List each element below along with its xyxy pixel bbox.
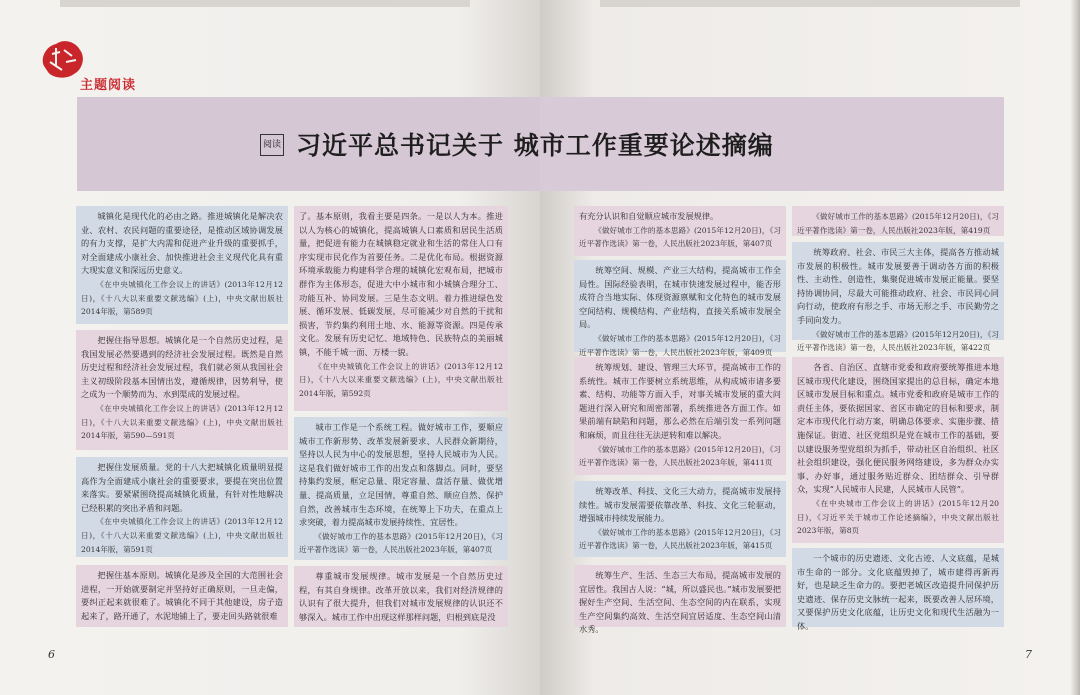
excerpt-citation: 《做好城市工作的基本思路》(2015年12月20日)，《习近平著作选读》第一卷，人民出版社2023年版，第419页 <box>797 212 999 235</box>
excerpt-citation: 《在中央城镇化工作会议上的讲话》(2013年12月12日)，《十八大以来重要文献选编》(上)，中央文献出版社2014年版，第592页 <box>299 361 503 398</box>
excerpt-citation: 《做好城市工作的基本思路》(2015年12月20日)，《习近平著作选读》第一卷，人民出版社2023年版，第422页 <box>797 329 999 353</box>
excerpt-text: 了。基本原则，我看主要是四条。一是以人为本。推进以人为核心的城镇化，提高城镇人口素质和居民生活质量，把促进有能力在城镇稳定就业和生活的常住人口有序实现市民化作为首要任务。二是优化布局。根据资源环境承载能力构建科学合理的城镇化宏观布局，把城市群作为主体形态，促进大中小城市和小城镇合理分工、功能互补、协同发展。三是生态文明。着力推进绿色发展、循环发展、低碳发展，尽可能减少对自然的干扰和损害，节约集约利用土地、水、能源等资源。四是传承文化。发展有历史记忆、地域特色、民族特点的美丽城镇，不能千城一面、万楼一貌。 <box>299 211 503 357</box>
excerpt-block <box>76 457 288 557</box>
excerpt-text: 统筹生产、生活、生态三大布局，提高城市发展的宜居性。我国古人说：“城，所以盛民也。”城市发展要把握好生产空间、生活空间、生态空间的内在联系，实现生产空间集约高效、生活空间宜居适度、生态空间山清水秀。 <box>579 570 781 635</box>
excerpt-block <box>792 206 1004 236</box>
excerpt-text: 统筹改革、科技、文化三大动力，提高城市发展持续性。城市发展需要依靠改革、科技、文化三轮驱动，增强城市持续发展能力。 <box>579 486 781 524</box>
red-seal-logo-icon <box>38 36 86 84</box>
excerpt-block <box>792 357 1004 543</box>
excerpt-text: 一个城市的历史遗迹、文化古迹、人文底蕴，是城市生命的一部分。文化底蕴毁掉了，城市建得再新再好，也是缺乏生命力的。要把老城区改造提升同保护历史遗迹、保存历史文脉统一起来，既要改善人居环境，又要保护历史文化底蕴，让历史文化和现代生活融为一体。 <box>797 553 999 631</box>
excerpt-text: 把握住发展质量。党的十八大把城镇化质量明显提高作为全面建成小康社会的重要要求，要提在突出位置来落实。要紧紧围绕提高城镇化质量，有针对性地解决已经积累的突出矛盾和问题。 <box>81 462 283 513</box>
top-bar <box>60 0 470 7</box>
excerpt-citation: 《做好城市工作的基本思路》(2015年12月20日)，《习近平著作选读》第一卷，人民出版社2023年版，第409页 <box>579 333 781 357</box>
excerpt-text: 尊重城市发展规律。城市发展是一个自然历史过程，有其自身规律。改革开放以来，我们对经济规律的认识有了很大提升，但我们对城市发展规律的认识还不够深入。城市工作中出现这样那样问题，归根到底是没 <box>299 571 503 622</box>
excerpt-block <box>574 260 786 357</box>
excerpt-block <box>294 206 508 411</box>
excerpt-block <box>792 548 1004 631</box>
excerpt-citation: 《在中央城镇化工作会议上的讲话》(2013年12月12日)，《十八大以来重要文献选编》(上)，中央文献出版社2014年版，第589页 <box>81 279 283 317</box>
excerpt-block <box>574 481 786 557</box>
excerpt-block <box>76 330 288 450</box>
excerpt-text: 统筹政府、社会、市民三大主体，提高各方推动城市发展的积极性。城市发展要善于调动各方面的积极性、主动性、创造性，集聚促进城市发展正能量。要坚持协调协同，尽最大可能推动政府、社会、市民同心同向行动，使政府有形之手、市场无形之手、市民勤劳之手同向发力。 <box>797 247 999 325</box>
excerpt-citation: 《在中央城镇化工作会议上的讲话》(2013年12月12日)，《十八大以来重要文献选编》(上)，中央文献出版社2014年版，第591页 <box>81 517 283 554</box>
top-bar-right <box>600 0 1020 7</box>
page-number-left: 6 <box>48 648 55 661</box>
section-label: 主题阅读 <box>80 78 137 93</box>
excerpt-citation: 《做好城市工作的基本思路》(2015年12月20日)，《习近平著作选读》第一卷，人民出版社2023年版，第415页 <box>579 527 781 551</box>
excerpt-block <box>76 206 288 324</box>
excerpt-block <box>294 566 508 627</box>
title-badge: 阅读 <box>260 134 284 156</box>
excerpt-citation: 《在中央城市工作会议上的讲话》(2015年12月20日)，《习近平关于城市工作论述摘编》，中央文献出版社2023年版，第8页 <box>797 498 999 536</box>
page-number-right: 7 <box>1025 648 1032 661</box>
excerpt-citation: 《做好城市工作的基本思路》(2015年12月20日)，《习近平著作选读》第一卷，人民出版社2023年版，第407页 <box>579 225 781 249</box>
excerpt-text: 把握住指导思想。城镇化是一个自然历史过程，是我国发展必然要遇到的经济社会发展过程。既然是自然历史过程和经济社会发展过程，我们就必须从我国社会主义初级阶段基本国情出发，遵循规律，因势利导，使之成为一个顺势而为、水到渠成的发展过程。 <box>81 335 283 400</box>
excerpt-text: 城镇化是现代化的必由之路。推进城镇化是解决农业、农村、农民问题的重要途径，是推动区域协调发展的有力支撑，是扩大内需和促进产业升级的重要抓手，对全面建成小康社会、加快推进社会主义现代化具有重大现实意义和深远历史意义。 <box>81 211 283 276</box>
excerpt-block <box>574 357 786 475</box>
excerpt-text: 统筹空间、规模、产业三大结构，提高城市工作全局性。国际经验表明，在城市快速发展过程中，能否形成符合当地实际、体现资源禀赋和文化特色的城市发展空间结构、规模结构、产业结构，直接关系城市发展全局。 <box>579 265 781 330</box>
excerpt-block <box>294 417 508 560</box>
excerpt-text: 把握住基本原则。城镇化是涉及全国的大范围社会进程，一开始就要制定并坚持好正确原则，一旦走偏，要纠正起来就很难了。城镇化不同于其他建设，房子造起来了，路开通了，水泥地铺上了，要走回头路就很难 <box>81 570 283 621</box>
excerpt-citation: 《做好城市工作的基本思路》(2015年12月20日)，《习近平著作选读》第一卷，人民出版社2023年版，第411页 <box>579 444 781 468</box>
excerpt-citation: 《在中央城镇化工作会议上的讲话》(2013年12月12日)，《十八大以来重要文献选编》(上)，中央文献出版社2014年版，第590—591页 <box>81 403 283 441</box>
excerpt-block <box>792 242 1004 353</box>
page-title: 习近平总书记关于 城市工作重要论述摘编 <box>296 131 774 160</box>
excerpt-citation: 《做好城市工作的基本思路》(2015年12月20日)，《习近平著作选读》第一卷，人民出版社2023年版，第407页 <box>299 531 503 555</box>
excerpt-text: 城市工作是一个系统工程。做好城市工作，要顺应城市工作新形势、改革发展新要求、人民群众新期待，坚持以人民为中心的发展思想，坚持人民城市为人民。这是我们做好城市工作的出发点和落脚点。同时，要坚持集约发展，框定总量、限定容量、盘活存量、做优增量、提高质量，立足国情，尊重自然、顺应自然、保护自然，改善城市生态环境，在统筹上下功夫，在重点上求突破，着力提高城市发展持续性、宜居性。 <box>299 422 503 528</box>
excerpt-text: 有充分认识和自觉顺应城市发展规律。 <box>579 211 719 221</box>
excerpt-block <box>574 206 786 256</box>
excerpt-text: 各省、自治区、直辖市党委和政府要统筹推进本地区城市现代化建设，围绕国家提出的总目标，确定本地区城市发展目标和重点。城市党委和政府是城市工作的责任主体，要依据国家、省区市确定的目标和要求，制定本市现代化行动方案，明确总体要求、实施步骤、措施保证。街道、社区党组织是党在城市工作的基础，要以建设服务型党组织为抓手，带动社区自治组织、社区社会组织建设，强化便民服务网络建设，多为群众办实事、办好事，通过服务贴近群众、团结群众、引导群众，实现“人民城市人民建，人民城市人民管”。 <box>797 362 999 495</box>
excerpt-text: 统筹规划、建设、管理三大环节，提高城市工作的系统性。城市工作要树立系统思维，从构成城市诸多要素、结构、功能等方面入手，对事关城市发展的重大问题进行深入研究和周密部署，系统推进各方面工作。如果前端有缺陷和问题，那么必然在后端引发一系列问题和麻烦，而且往往无法逆转和难以解决。 <box>579 362 781 440</box>
excerpt-block <box>574 565 786 635</box>
excerpt-block <box>76 565 288 627</box>
